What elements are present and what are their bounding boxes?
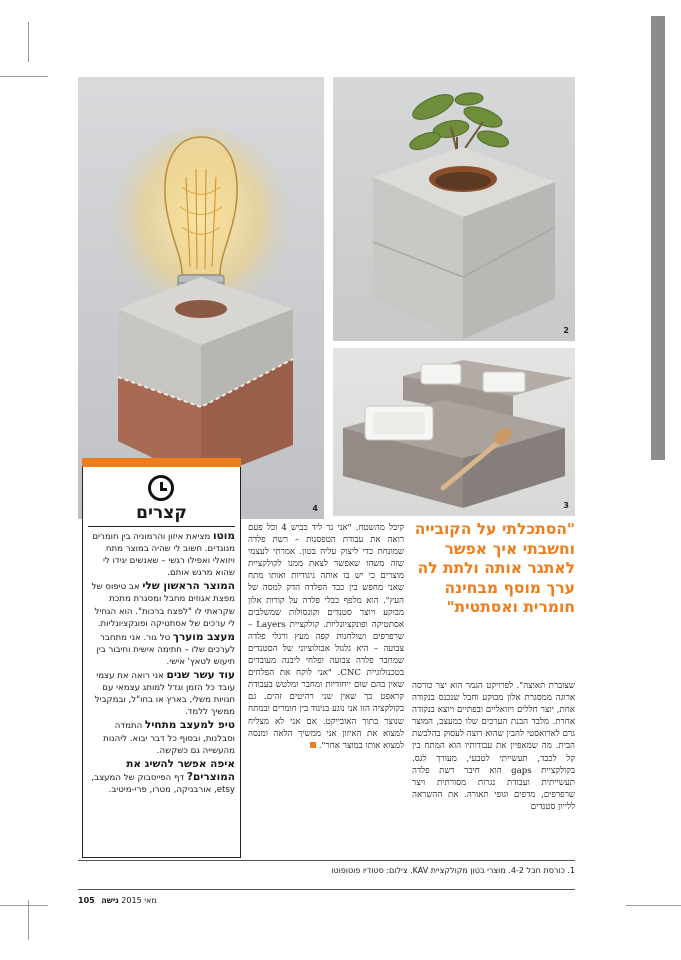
sidebar-rule bbox=[88, 526, 235, 527]
magazine-name: גישה bbox=[101, 896, 119, 905]
page-side-tab bbox=[651, 16, 665, 460]
pull-quote: "הסתכלתי על הקובייה וחשבתי איך אפשר לאתגר אותה ולתת לה ערך מוסף מבחינה חומרית ואסתטית" bbox=[414, 520, 575, 616]
sidebar-accent-bar bbox=[82, 458, 241, 467]
crop-mark bbox=[0, 76, 48, 77]
clock-icon bbox=[148, 475, 174, 501]
photo-bowls bbox=[333, 348, 575, 516]
article-column-right bbox=[412, 680, 575, 858]
sidebar-item-label: מעצב מוערך bbox=[172, 630, 235, 643]
sidebar-item bbox=[88, 719, 235, 756]
photo-planter bbox=[333, 77, 575, 341]
sidebar-item bbox=[88, 758, 235, 796]
sidebar-item-text: אני רואה את עצמי עובד כל הזמן וגדל למותג עצמאי עם חנויות משלי, בארץ או בחו"ל, ובמקביל ממשיך ללמד. bbox=[94, 671, 235, 718]
sidebar-title: קצרים bbox=[136, 503, 187, 523]
photo-number: 3 bbox=[563, 501, 569, 510]
sidebar-item-label: מוטו bbox=[213, 530, 235, 542]
caption-rule bbox=[78, 860, 575, 861]
article-text: קיבל מהשטח. "אני גר ליד כביש 4 וכל פעם רואה את עבודת הטפסנות – רשת פלדה שמונחת כדי ליצוק עליה בטון. אמרתי לעצמי שזה משהו שאפשר לצאת ממנו לקולקציית מוצרים כי יש בו אותה ניגודיות ואותו מתח שאני מחפש בין כבד הפלדה הדק למסה של העץ". הוא מלפף כבלי פלדה על קורות אלון מבוקע ויוצר סטנדים וקונסולות שמשלבים אסתטיקה ופונקציונליות. קולקציית Layers – שרפרפים ושולחנות קפה מעץ ורגלי פלדה צבועה – היא גלגול אבולוציוני של הסטנדים שמחבר פלדה צבועה ופלחי ליבנה מעובדים בטכנולוגיית CNC. "אני לוקח את הפלחים שאין בהם שום ייחודיות ומחבר ומלטש בעבודת קראפט כך שאין שני רהיטים זהים. גם בקולקציה הזו אני נוגע בניגוד בין חומרים ובמתח שנוצר בתוך האובייקט. אם אני לא מצליח למצוא את האיזון אני ממשיך הלאה ומנסה למצוא אותו במוצר אחר". bbox=[248, 523, 404, 751]
bowls-illustration bbox=[333, 348, 575, 516]
photo-number: 4 bbox=[312, 504, 318, 513]
sidebar-item bbox=[88, 631, 235, 668]
sidebar-item-text: דף הפייסבוק של המעצב, etsy, אורבניקה, מטרו, פרי-מיטיב. bbox=[91, 772, 235, 795]
sidebar-item-text: מציאת איזון והרמוניה בין חומרים מנוגדים. חשוב לי שהיה במוצר מתח ויזואלי ואפילו רגשי – שאנשים יגידו לי שהוא מרגש אותם. bbox=[92, 532, 235, 579]
folio-rule bbox=[78, 889, 575, 890]
sidebar-body bbox=[88, 530, 235, 852]
sidebar-item-label: עוד עשר שנים bbox=[166, 669, 235, 682]
sidebar-item-text: אב טיפוס של מפצת אגוזים מחבל ומסגרת מתכת שקראתי לו "לפצח ברכות". הוא הגחיל לי ערכים של אסתטיקה ופונקציונליות. bbox=[91, 582, 235, 629]
lamp-illustration bbox=[78, 77, 324, 519]
page-number: 105 bbox=[78, 896, 95, 905]
sidebar-item bbox=[88, 580, 235, 629]
photo-caption: 1. כורסת חבל 4-2. מוצרי בטון מקולקציית KAV. צילום: סטודיו פוטופוטו bbox=[331, 866, 575, 875]
sidebar-item-text: התמדה וסבלנות, ובסוף כל דבר יבוא. ליהנות מהעשייה גם כשקשה. bbox=[103, 721, 235, 756]
crop-mark bbox=[28, 900, 29, 940]
crop-mark bbox=[28, 22, 29, 62]
sidebar-item bbox=[88, 530, 235, 579]
sidebar-item bbox=[88, 669, 235, 718]
end-of-article-icon bbox=[310, 742, 316, 748]
sidebar-item-label: איפה אפשר להשיג את המוצרים? bbox=[126, 757, 235, 783]
planter-illustration bbox=[333, 77, 575, 341]
sidebar-item-text: טל גור. אני מתחבר לערכים שלו – חתימה אישית וחיבור בין תיעוש לטאץ' אישי. bbox=[96, 632, 235, 667]
article-column-middle bbox=[248, 522, 404, 857]
sidebar-item-label: המוצר הראשון שלי bbox=[142, 580, 235, 593]
article-text: שצוברת תאוצה". לפרויקט הגמר הוא יצר כורסה ארוגה ממסגרת אלון מבוקע וחבל שנכנס בנקודה אחת, יוצר חללים ויזואליים ובפתיים ויוצא בנקודה אחרת. מלבד הבנת הערכים שלו כמעצב, המוצר גרם לארואסטי להבין שהוא רוצה לעסוק בהלבשת הבית. מה שמאפיין את עבודותיו הוא המתח בין קל לכבד, תעשייתי לטבעי, מעורך לגס. בקולקציית gaps הוא חיבר רשת פלדה תעשייתית ועבודת נגרות מסורתית ויצר שרפרפים, מדפים וגופי תאורה. את ההשראה ללייון סטנדים bbox=[412, 681, 575, 812]
crop-mark bbox=[0, 905, 48, 906]
page-folio bbox=[78, 896, 157, 905]
issue-date: מאי 2015 bbox=[121, 896, 157, 905]
sidebar-item-label: טיפ למעצב מתחיל bbox=[144, 719, 235, 732]
photo-lamp bbox=[78, 77, 324, 519]
crop-mark bbox=[626, 905, 681, 906]
photo-number: 2 bbox=[563, 326, 569, 335]
